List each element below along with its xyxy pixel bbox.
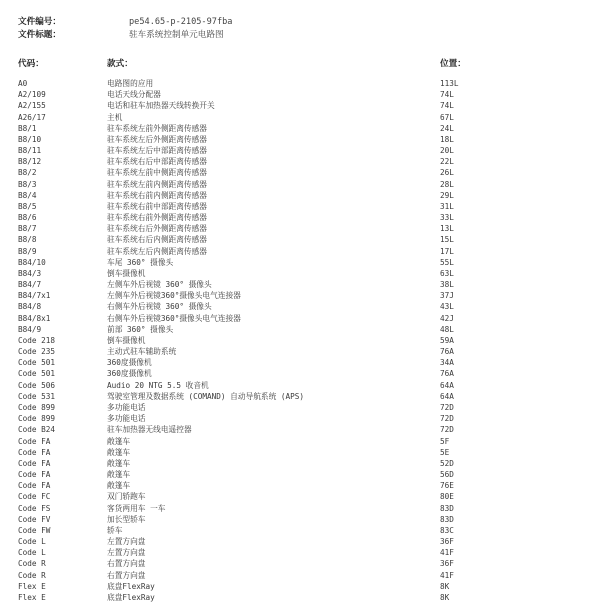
row-description: 电话和驻车加热器天线转换开关: [107, 101, 215, 111]
table-row: [0, 301, 600, 312]
table-row: [0, 447, 600, 458]
row-code: B84/7x1: [18, 291, 51, 301]
row-position: 31L: [440, 201, 454, 211]
row-description: 驾驶室管理及数据系统 (COMAND) 自动导航系统 (APS): [107, 391, 305, 401]
row-code: Code FA: [18, 481, 51, 491]
row-position: 37J: [440, 291, 454, 301]
table-row: [0, 167, 600, 178]
row-description: 倒车摄像机: [107, 268, 146, 278]
row-code: Code FA: [18, 447, 51, 457]
row-position: 8K: [440, 592, 450, 602]
table-row: [0, 89, 600, 100]
row-code: B84/3: [18, 268, 42, 278]
row-code: Code 501: [18, 369, 56, 379]
table-row: [0, 179, 600, 190]
row-position: 74L: [440, 101, 454, 111]
row-code: Code 501: [18, 358, 56, 368]
row-code: Code 506: [18, 380, 56, 390]
row-code: Flex E: [18, 592, 46, 602]
row-description: 驻车系统右前中部距离传感器: [107, 201, 207, 211]
row-description: 前部 360° 摄像头: [107, 324, 174, 334]
doc-title-value: 驻车系统控制单元电路图: [129, 30, 224, 40]
row-position: 29L: [440, 190, 454, 200]
row-code: B84/10: [18, 257, 46, 267]
row-code: Code FV: [18, 514, 51, 524]
row-position: 36F: [440, 559, 454, 569]
row-position: 38L: [440, 280, 454, 290]
row-code: Code R: [18, 570, 46, 580]
row-position: 15L: [440, 235, 454, 245]
table-row: [0, 380, 600, 391]
row-position: 76A: [440, 347, 454, 357]
table-row: [0, 145, 600, 156]
row-description: 360度摄像机: [107, 358, 152, 368]
table-row: [0, 413, 600, 424]
table-row: [0, 469, 600, 480]
row-code: B8/12: [18, 157, 42, 167]
row-description: 驻车系统右后中部距离传感器: [107, 157, 207, 167]
table-row: [0, 313, 600, 324]
row-code: B8/4: [18, 190, 37, 200]
row-description: 左置方向盘: [107, 548, 146, 558]
table-row: [0, 346, 600, 357]
row-code: Code FW: [18, 525, 51, 535]
table-header: [0, 58, 600, 71]
row-position: 43L: [440, 302, 454, 312]
row-code: B8/3: [18, 179, 37, 189]
row-description: 右侧车外后视镜360°摄像头电气连接器: [107, 313, 241, 323]
row-description: 电路图的应用: [107, 79, 154, 88]
table-row: [0, 402, 600, 413]
row-position: 76A: [440, 369, 454, 379]
row-description: 驻车系统右后外侧距离传感器: [107, 224, 207, 234]
table-row: [0, 581, 600, 592]
row-description: 敞篷车: [107, 447, 131, 457]
row-description: 360度摄像机: [107, 369, 152, 379]
table-row: [0, 223, 600, 234]
row-description: 主机: [107, 112, 123, 122]
row-description: 右置方向盘: [107, 570, 146, 580]
row-description: 多功能电话: [107, 402, 146, 412]
row-description: 驻车系统左前中侧距离传感器: [107, 168, 207, 178]
row-position: 18L: [440, 134, 454, 144]
row-code: A2/155: [18, 101, 46, 111]
row-description: 底盘FlexRay: [107, 581, 155, 591]
table-row: [0, 458, 600, 469]
row-position: 55L: [440, 257, 454, 267]
table-row: [0, 257, 600, 268]
row-code: Code FA: [18, 470, 51, 480]
row-description: 倒车摄像机: [107, 335, 146, 345]
row-description: 驻车系统左后中部距离传感器: [107, 146, 207, 156]
row-code: Code FA: [18, 458, 51, 468]
table-row: [0, 436, 600, 447]
row-position: 17L: [440, 246, 454, 256]
row-position: 41F: [440, 548, 454, 558]
row-position: 59A: [440, 335, 454, 345]
row-code: B8/2: [18, 168, 37, 178]
header-position: 位置：: [440, 59, 466, 69]
table-row: [0, 112, 600, 123]
row-position: 48L: [440, 324, 454, 334]
row-description: 电话天线分配器: [107, 90, 161, 100]
row-code: B8/10: [18, 134, 42, 144]
row-code: Code L: [18, 537, 46, 547]
table-row: [0, 234, 600, 245]
row-code: Code 235: [18, 347, 56, 357]
row-position: 5E: [440, 447, 450, 457]
row-position: 83D: [440, 514, 454, 524]
row-code: B84/9: [18, 324, 42, 334]
row-position: 41F: [440, 570, 454, 580]
row-position: 28L: [440, 179, 454, 189]
row-description: 驻车系统左前内侧距离传感器: [107, 179, 207, 189]
table-row: [0, 134, 600, 145]
row-code: B84/8x1: [18, 313, 51, 323]
table-row: [0, 156, 600, 167]
row-code: Code R: [18, 559, 46, 569]
row-code: Code FS: [18, 503, 51, 513]
row-code: B8/6: [18, 213, 37, 223]
row-description: 敞篷车: [107, 458, 131, 468]
table-row: [0, 592, 600, 603]
row-position: 52D: [440, 458, 454, 468]
table-row: [0, 268, 600, 279]
row-position: 22L: [440, 157, 454, 167]
row-description: 驻车系统右后内侧距离传感器: [107, 235, 207, 245]
row-position: 13L: [440, 224, 454, 234]
row-position: 5F: [440, 436, 450, 446]
row-code: B84/8: [18, 302, 42, 312]
row-position: 83D: [440, 503, 454, 513]
row-description: 加长型轿车: [107, 514, 146, 524]
row-description: 敞篷车: [107, 481, 131, 491]
row-description: 敞篷车: [107, 436, 131, 446]
row-description: 驻车系统左后外侧距离传感器: [107, 134, 207, 144]
row-position: 34A: [440, 358, 454, 368]
row-description: 驻车加热器无线电遥控器: [107, 425, 192, 435]
table-row: [0, 78, 600, 89]
table-row: [0, 100, 600, 111]
table-row: [0, 357, 600, 368]
table-row: [0, 570, 600, 581]
row-description: 主动式驻车辅助系统: [107, 347, 177, 357]
row-position: 36F: [440, 537, 454, 547]
table-row: [0, 335, 600, 346]
row-description: 轿车: [107, 525, 123, 535]
row-position: 72D: [440, 402, 454, 412]
table-row: [0, 491, 600, 502]
row-code: B8/1: [18, 123, 37, 133]
table-row: [0, 290, 600, 301]
doc-number-label: 文件编号：: [18, 17, 61, 27]
row-code: Code L: [18, 548, 46, 558]
table-row: [0, 246, 600, 257]
row-code: B8/11: [18, 146, 42, 156]
row-code: Code 899: [18, 402, 56, 412]
row-position: 26L: [440, 168, 454, 178]
doc-number-value: pe54.65-p-2105-97fba: [129, 17, 233, 27]
row-description: 底盘FlexRay: [107, 592, 155, 602]
table-row: [0, 525, 600, 536]
row-code: B8/7: [18, 224, 37, 234]
row-code: Code FA: [18, 436, 51, 446]
doc-title-label: 文件标题：: [18, 30, 61, 40]
row-position: 24L: [440, 123, 454, 133]
table-row: [0, 547, 600, 558]
row-position: 72D: [440, 414, 454, 424]
row-position: 72D: [440, 425, 454, 435]
row-code: B8/8: [18, 235, 37, 245]
row-code: Flex E: [18, 581, 46, 591]
row-code: Code 899: [18, 414, 56, 424]
table-row: [0, 201, 600, 212]
table-row: [0, 424, 600, 435]
row-position: 74L: [440, 90, 454, 100]
row-position: 8K: [440, 581, 450, 591]
row-position: 67L: [440, 112, 454, 122]
table-row: [0, 536, 600, 547]
row-description: 双门轿跑车: [107, 492, 146, 502]
row-position: 83C: [440, 525, 454, 535]
header-code: 代码：: [18, 59, 44, 69]
row-description: 驻车系统右前外侧距离传感器: [107, 213, 207, 223]
table-row: [0, 391, 600, 402]
row-position: 20L: [440, 146, 454, 156]
row-position: 42J: [440, 313, 454, 323]
row-code: B8/9: [18, 246, 37, 256]
header-description: 款式：: [107, 59, 133, 69]
table-row: [0, 212, 600, 223]
table-row: [0, 503, 600, 514]
row-description: 车尾 360° 摄像头: [107, 257, 174, 267]
row-description: 驻车系统左前外侧距离传感器: [107, 123, 207, 133]
row-code: Code 531: [18, 391, 56, 401]
row-description: 驻车系统右前内侧距离传感器: [107, 190, 207, 200]
row-code: Code FC: [18, 492, 51, 502]
row-description: 右置方向盘: [107, 559, 146, 569]
row-description: Audio 20 NTG 5.5 收音机: [107, 380, 209, 390]
row-code: A2/109: [18, 90, 46, 100]
row-code: A26/17: [18, 112, 46, 122]
row-code: Code B24: [18, 425, 56, 435]
row-position: 63L: [440, 268, 454, 278]
table-row: [0, 558, 600, 569]
row-description: 客货两用车 一车: [107, 503, 166, 513]
row-position: 64A: [440, 391, 454, 401]
row-description: 左侧车外后视镜360°摄像头电气连接器: [107, 291, 241, 301]
row-code: A0: [18, 79, 28, 88]
table-row: [0, 190, 600, 201]
row-description: 左置方向盘: [107, 537, 146, 547]
row-description: 驻车系统左后内侧距离传感器: [107, 246, 207, 256]
table-row: [0, 324, 600, 335]
row-position: 56D: [440, 470, 454, 480]
row-description: 敞篷车: [107, 470, 131, 480]
table-body: [0, 78, 600, 603]
row-description: 右侧车外后视镜 360° 摄像头: [107, 302, 212, 312]
row-description: 多功能电话: [107, 414, 146, 424]
table-row: [0, 480, 600, 491]
row-position: 33L: [440, 213, 454, 223]
table-row: [0, 279, 600, 290]
table-row: [0, 123, 600, 134]
row-position: 80E: [440, 492, 454, 502]
row-position: 113L: [440, 79, 459, 88]
table-row: [0, 368, 600, 379]
row-description: 左侧车外后视镜 360° 摄像头: [107, 280, 212, 290]
row-code: B84/7: [18, 280, 42, 290]
row-position: 64A: [440, 380, 454, 390]
row-code: B8/5: [18, 201, 37, 211]
row-position: 76E: [440, 481, 454, 491]
table-row: [0, 514, 600, 525]
row-code: Code 218: [18, 335, 56, 345]
